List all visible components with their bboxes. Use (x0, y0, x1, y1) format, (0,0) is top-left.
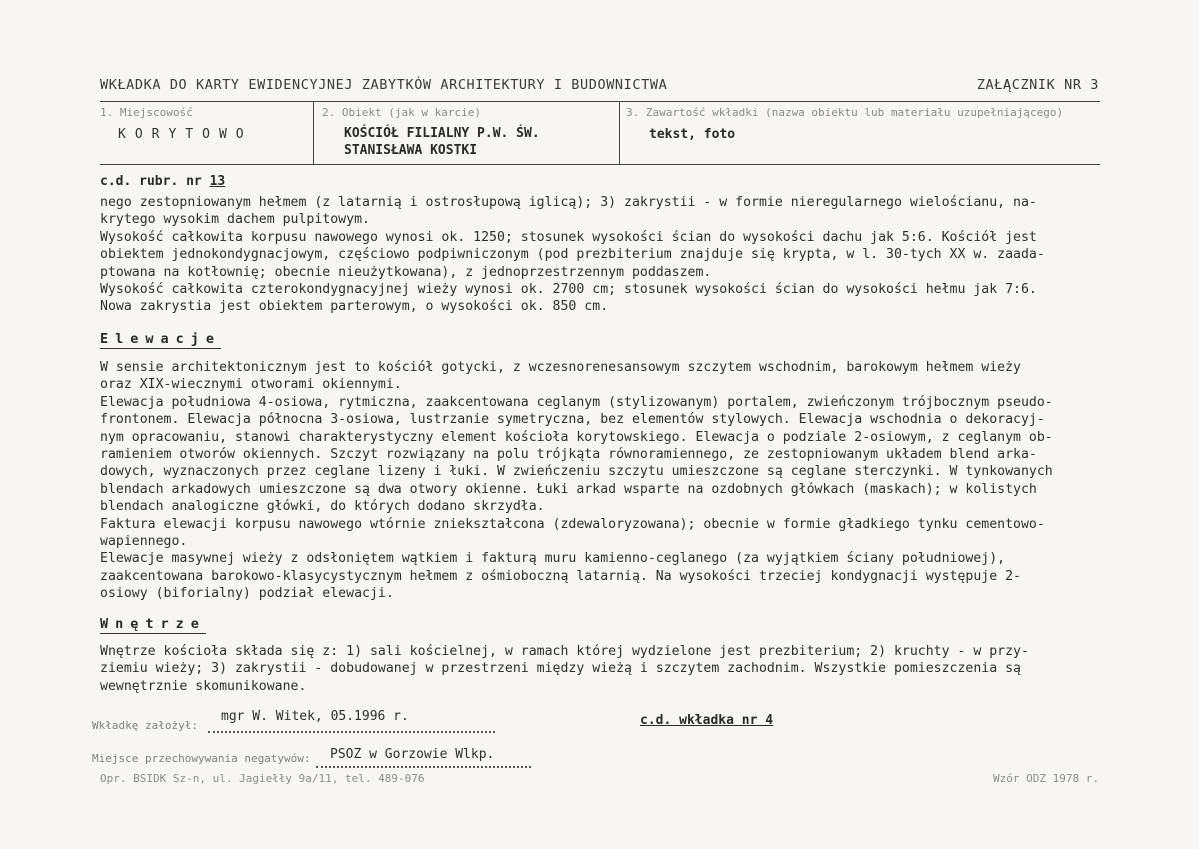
printer-imprint: Opr. BSIDK Sz-n, ul. Jagiełły 9a/11, tel. 489-076 (100, 772, 425, 785)
next-insert-reference: c.d. wkładka nr 4 (640, 713, 774, 728)
object-label: 2. Obiekt (jak w karcie) (322, 106, 481, 119)
object-value-line2: STANISŁAWA KOSTKI (344, 143, 478, 158)
interior-paragraph: Wnętrze kościoła składa się z: 1) sali kościelnej, w ramach której wydzielone jest prezbiterium; 2) kruchty - w przy- ziemiu wieży; 3) zakrystii - dobudowanej w przestrzeni między wieżą i szczytem zachodnim. Wszystkie pomieszczenia są wewnętrznie skomunikowane. (100, 644, 1029, 694)
continuation-prefix: c.d. rubr. nr (100, 174, 210, 189)
object-value-line1: KOŚCIÓŁ FILIALNY P.W. ŚW. (344, 126, 540, 141)
author-label: Wkładkę założył: (92, 719, 198, 732)
storage-label: Miejsce przechowywania negatywów: (92, 752, 311, 765)
place-value: KORYTOWO (118, 127, 253, 142)
document-title: WKŁADKA DO KARTY EWIDENCYJNEJ ZABYTKÓW ARCHITEKTURY I BUDOWNICTWA (100, 77, 668, 93)
elevations-paragraph: W sensie architektonicznym jest to kościół gotycki, z wczesnorenesansowym szczytem wschodnim, barokowym hełmem wieży oraz XIX-wiecznymi otworami okiennymi. Elewacja południowa 4-osiowa, rytmiczna, zaakcentowana ceglanym (stylizowanym) portalem, zwieńczonym trójbocznym pseudo- frontonem. Elewacja północna 3-osiowa, lustrzanie symetryczna, bez elementów stylowych. Elewacja wschodnia o dekoracyj- nym opracowaniu, stanowi charakterystyczny element kościoła korytowskiego. Elewacja o podziale 2-osiowym, z ceglanym ob- ramieniem otworów okiennych. Szczyt rozwiązany na polu trójkąta równoramiennego, ze zestopniowanym układem blend arka- dowych, wyznaczonych przez ceglane lizeny i łuki. W zwieńczeniu szczytu umieszczone są ceglane sterczynki. W tynkowanych blendach arkadowych umieszczone są dwa otwory okienne. Łuki arkad wsparte na ozdobnych główkach (maskach); w kolistych blendach analogiczne główki, do których dodano skrzydła. Faktura elewacji korpusu nawowego wtórnie zniekształcona (zdewaloryzowana); obecnie w formie gładkiego tynku cementowo- wapiennego. Elewacje masywnej wieży z odsłoniętem wątkiem i fakturą muru kamienno-ceglanego (za wyjątkiem ściany południowej), zaakcentowana barokowo-klasycystycznym hełmem z ośmioboczną latarnią. Na wysokości trzeciej kondygnacji występuje 2- osiowy (biforialny) podział elewacji. (100, 360, 1053, 602)
content-label: 3. Zawartość wkładki (nazwa obiektu lub materiału uzupełniającego) (626, 106, 1064, 119)
author-dotted-line (208, 731, 495, 733)
table-bottom-rule (100, 164, 1100, 165)
form-number: Wzór ODZ 1978 r. (993, 772, 1099, 785)
storage-dotted-line (316, 766, 531, 768)
storage-value: PSOZ w Gorzowie Wlkp. (330, 747, 495, 762)
table-divider-2 (619, 101, 620, 164)
content-value: tekst, foto (649, 127, 736, 142)
continuation-marker (100, 174, 225, 189)
place-label: 1. Miejscowość (100, 106, 193, 119)
table-top-rule (100, 101, 1100, 102)
annex-number: ZAŁĄCZNIK NR 3 (976, 77, 1099, 93)
continuation-number: 13 (209, 174, 226, 189)
interior-heading: Wnętrze (100, 616, 206, 632)
intro-paragraph: nego zestopniowanym hełmem (z latarnią i ostrosłupową iglicą); 3) zakrystii - w formie nieregularnego wielościanu, na- krytego wysokim dachem pulpitowym. Wysokość całkowita korpusu nawowego wynosi ok. 1250; stosunek wysokości ścian do wysokości dachu jak 5:6. Kościół jest obiektem jednokondygnacjowym, częściowo podpiwniczonym (pod prezbiterium znajduje się krypta, w l. 30-tych XX w. zaada- ptowana na kotłownię; obecnie nieużytkowana), z jednoprzestrzennym poddaszem. Wysokość całkowita czterokondygnacyjnej wieży wynosi ok. 2700 cm; stosunek wysokości ścian do wysokości hełmu jak 7:6. Nowa zakrystia jest obiektem parterowym, o wysokości ok. 850 cm. (100, 195, 1045, 315)
author-value: mgr W. Witek, 05.1996 r. (221, 709, 409, 724)
elevations-heading: Elewacje (100, 331, 222, 347)
table-divider-1 (313, 101, 314, 164)
